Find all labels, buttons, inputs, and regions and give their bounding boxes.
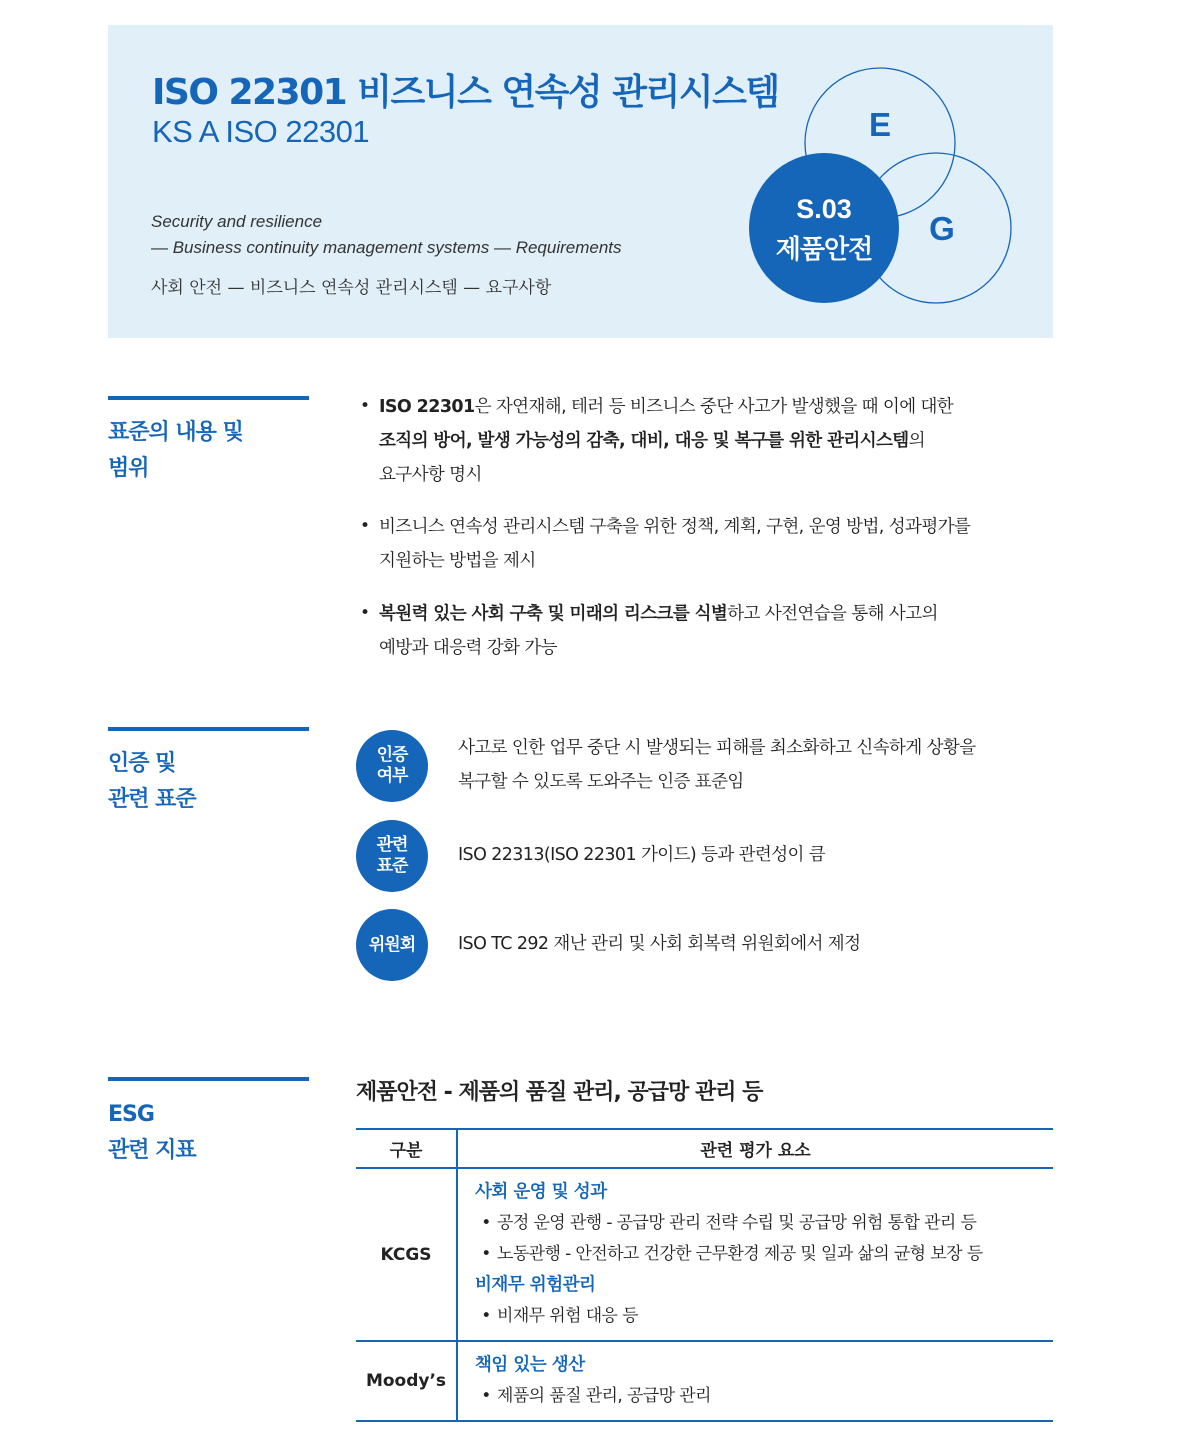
badge-text: 여부 [376,766,408,786]
cert-item-1-text [458,731,1058,799]
cert-title-line1: 인증 및 [108,751,176,776]
cert-item-2-text: ISO 22313(ISO 22301 가이드) 등과 관련성이 큼 [458,845,826,865]
cert-section-title [108,746,196,818]
row-factors [457,1341,1053,1421]
english-title-line2: — Business continuity management systems — Requirements [151,238,622,257]
bullet-dot: • [360,396,371,416]
cert-item-1-line1: 사고로 인한 업무 중단 시 발생되는 피해를 최소화하고 신속하게 상황을 [458,738,976,758]
cert-section-bar [108,727,309,731]
column-header-category: 구분 [356,1129,457,1168]
bullet-1-bold-2: 조직의 방어, 발생 가능성의 감축, 대비, 대응 및 복구를 위한 관리시스템 [379,431,909,451]
esg-table-heading: 제품안전 - 제품의 품질 관리, 공급망 관리 등 [356,1080,763,1105]
list-item: • 노동관행 - 안전하고 건강한 근무환경 제공 및 일과 삶의 균형 보장 등 [481,1244,983,1264]
badge-text: 인증 [376,745,408,765]
scope-title-line2: 범위 [108,456,149,481]
circle-s-label: 제품안전 [775,235,873,265]
bullet-dot: • [360,603,371,623]
badge-certification [356,730,428,802]
table-row [356,1341,1053,1421]
esg-section-title [108,1097,196,1169]
bullet-2-text-2: 지원하는 방법을 제시 [379,551,536,571]
bullet-1-text-2: 의 [908,431,925,451]
circle-g-label: G [929,210,955,247]
list-item: • 공정 운영 관행 - 공급망 관리 전략 수립 및 공급망 위험 통합 관리 등 [481,1213,977,1233]
circle-e-label: E [868,106,892,143]
page-title: ISO 22301 비즈니스 연속성 관리시스템 [152,72,779,113]
bullet-1-text: 은 자연재해, 테러 등 비즈니스 중단 사고가 발생했을 때 이에 대한 [474,397,954,417]
bullet-1-bold: ISO 22301 [379,397,475,417]
bullet-3-bold: 복원력 있는 사회 구축 및 미래의 리스크를 식별 [379,604,728,624]
bullet-3-text-2: 예방과 대응력 강화 가능 [379,638,557,658]
bullet-dot: • [360,516,371,536]
circle-s-code: S.03 [796,194,852,224]
list-item: • 제품의 품질 관리, 공급망 관리 [481,1386,711,1406]
cert-item-1-line2: 복구할 수 있도록 도와주는 인증 표준임 [458,772,744,792]
esg-title-line2: 관련 지표 [108,1138,196,1163]
table-row [356,1168,1053,1341]
cert-item-3-text: ISO TC 292 재난 관리 및 사회 회복력 위원회에서 제정 [458,934,861,954]
column-header-factors: 관련 평가 요소 [457,1129,1053,1168]
scope-bullet-3 [379,597,1059,665]
table-header-row [356,1129,1053,1168]
esg-indicator-table [356,1128,1053,1422]
badge-text: 위원회 [368,934,416,955]
category-label: 비재무 위험관리 [475,1275,596,1295]
esg-title-line1: ESG [108,1102,154,1127]
list-item-text: 공정 운영 관행 - 공급망 관리 전략 수립 및 공급망 위험 통합 관리 등 [497,1213,977,1233]
scope-bullet-2 [379,510,1059,578]
list-item-text: 비재무 위험 대응 등 [497,1306,638,1326]
list-item-text: 제품의 품질 관리, 공급망 관리 [497,1386,711,1406]
badge-committee [356,909,428,981]
badge-text: 관련 [376,835,408,855]
korean-title-line: 사회 안전 — 비즈니스 연속성 관리시스템 — 요구사항 [151,278,552,298]
page-subtitle: KS A ISO 22301 [152,114,370,149]
bullet-3-text: 하고 사전연습을 통해 사고의 [727,604,938,624]
list-item-text: 노동관행 - 안전하고 건강한 근무환경 제공 및 일과 삶의 균형 보장 등 [497,1244,983,1264]
category-label: 사회 운영 및 성과 [475,1182,607,1202]
row-label-moodys: Moody’s [356,1341,457,1421]
row-factors [457,1168,1053,1341]
list-item: • 비재무 위험 대응 등 [481,1306,638,1326]
row-label-kcgs: KCGS [356,1168,457,1341]
scope-bullet-1 [379,390,1059,492]
badge-text: 표준 [376,856,408,876]
english-title-line1: Security and resilience [151,212,323,231]
scope-section-bar [108,396,309,400]
scope-title-line1: 표준의 내용 및 [108,420,243,445]
scope-section-title [108,415,243,487]
cert-title-line2: 관련 표준 [108,787,196,812]
circle-s [749,153,899,303]
esg-circles-graphic [740,60,1030,310]
bullet-1-text-3: 요구사항 명시 [379,465,482,485]
badge-related-standard [356,820,428,892]
bullet-2-text: 비즈니스 연속성 관리시스템 구축을 위한 정책, 계획, 구현, 운영 방법, 성과평가를 [379,517,971,537]
esg-section-bar [108,1077,309,1081]
category-label: 책임 있는 생산 [475,1355,585,1375]
